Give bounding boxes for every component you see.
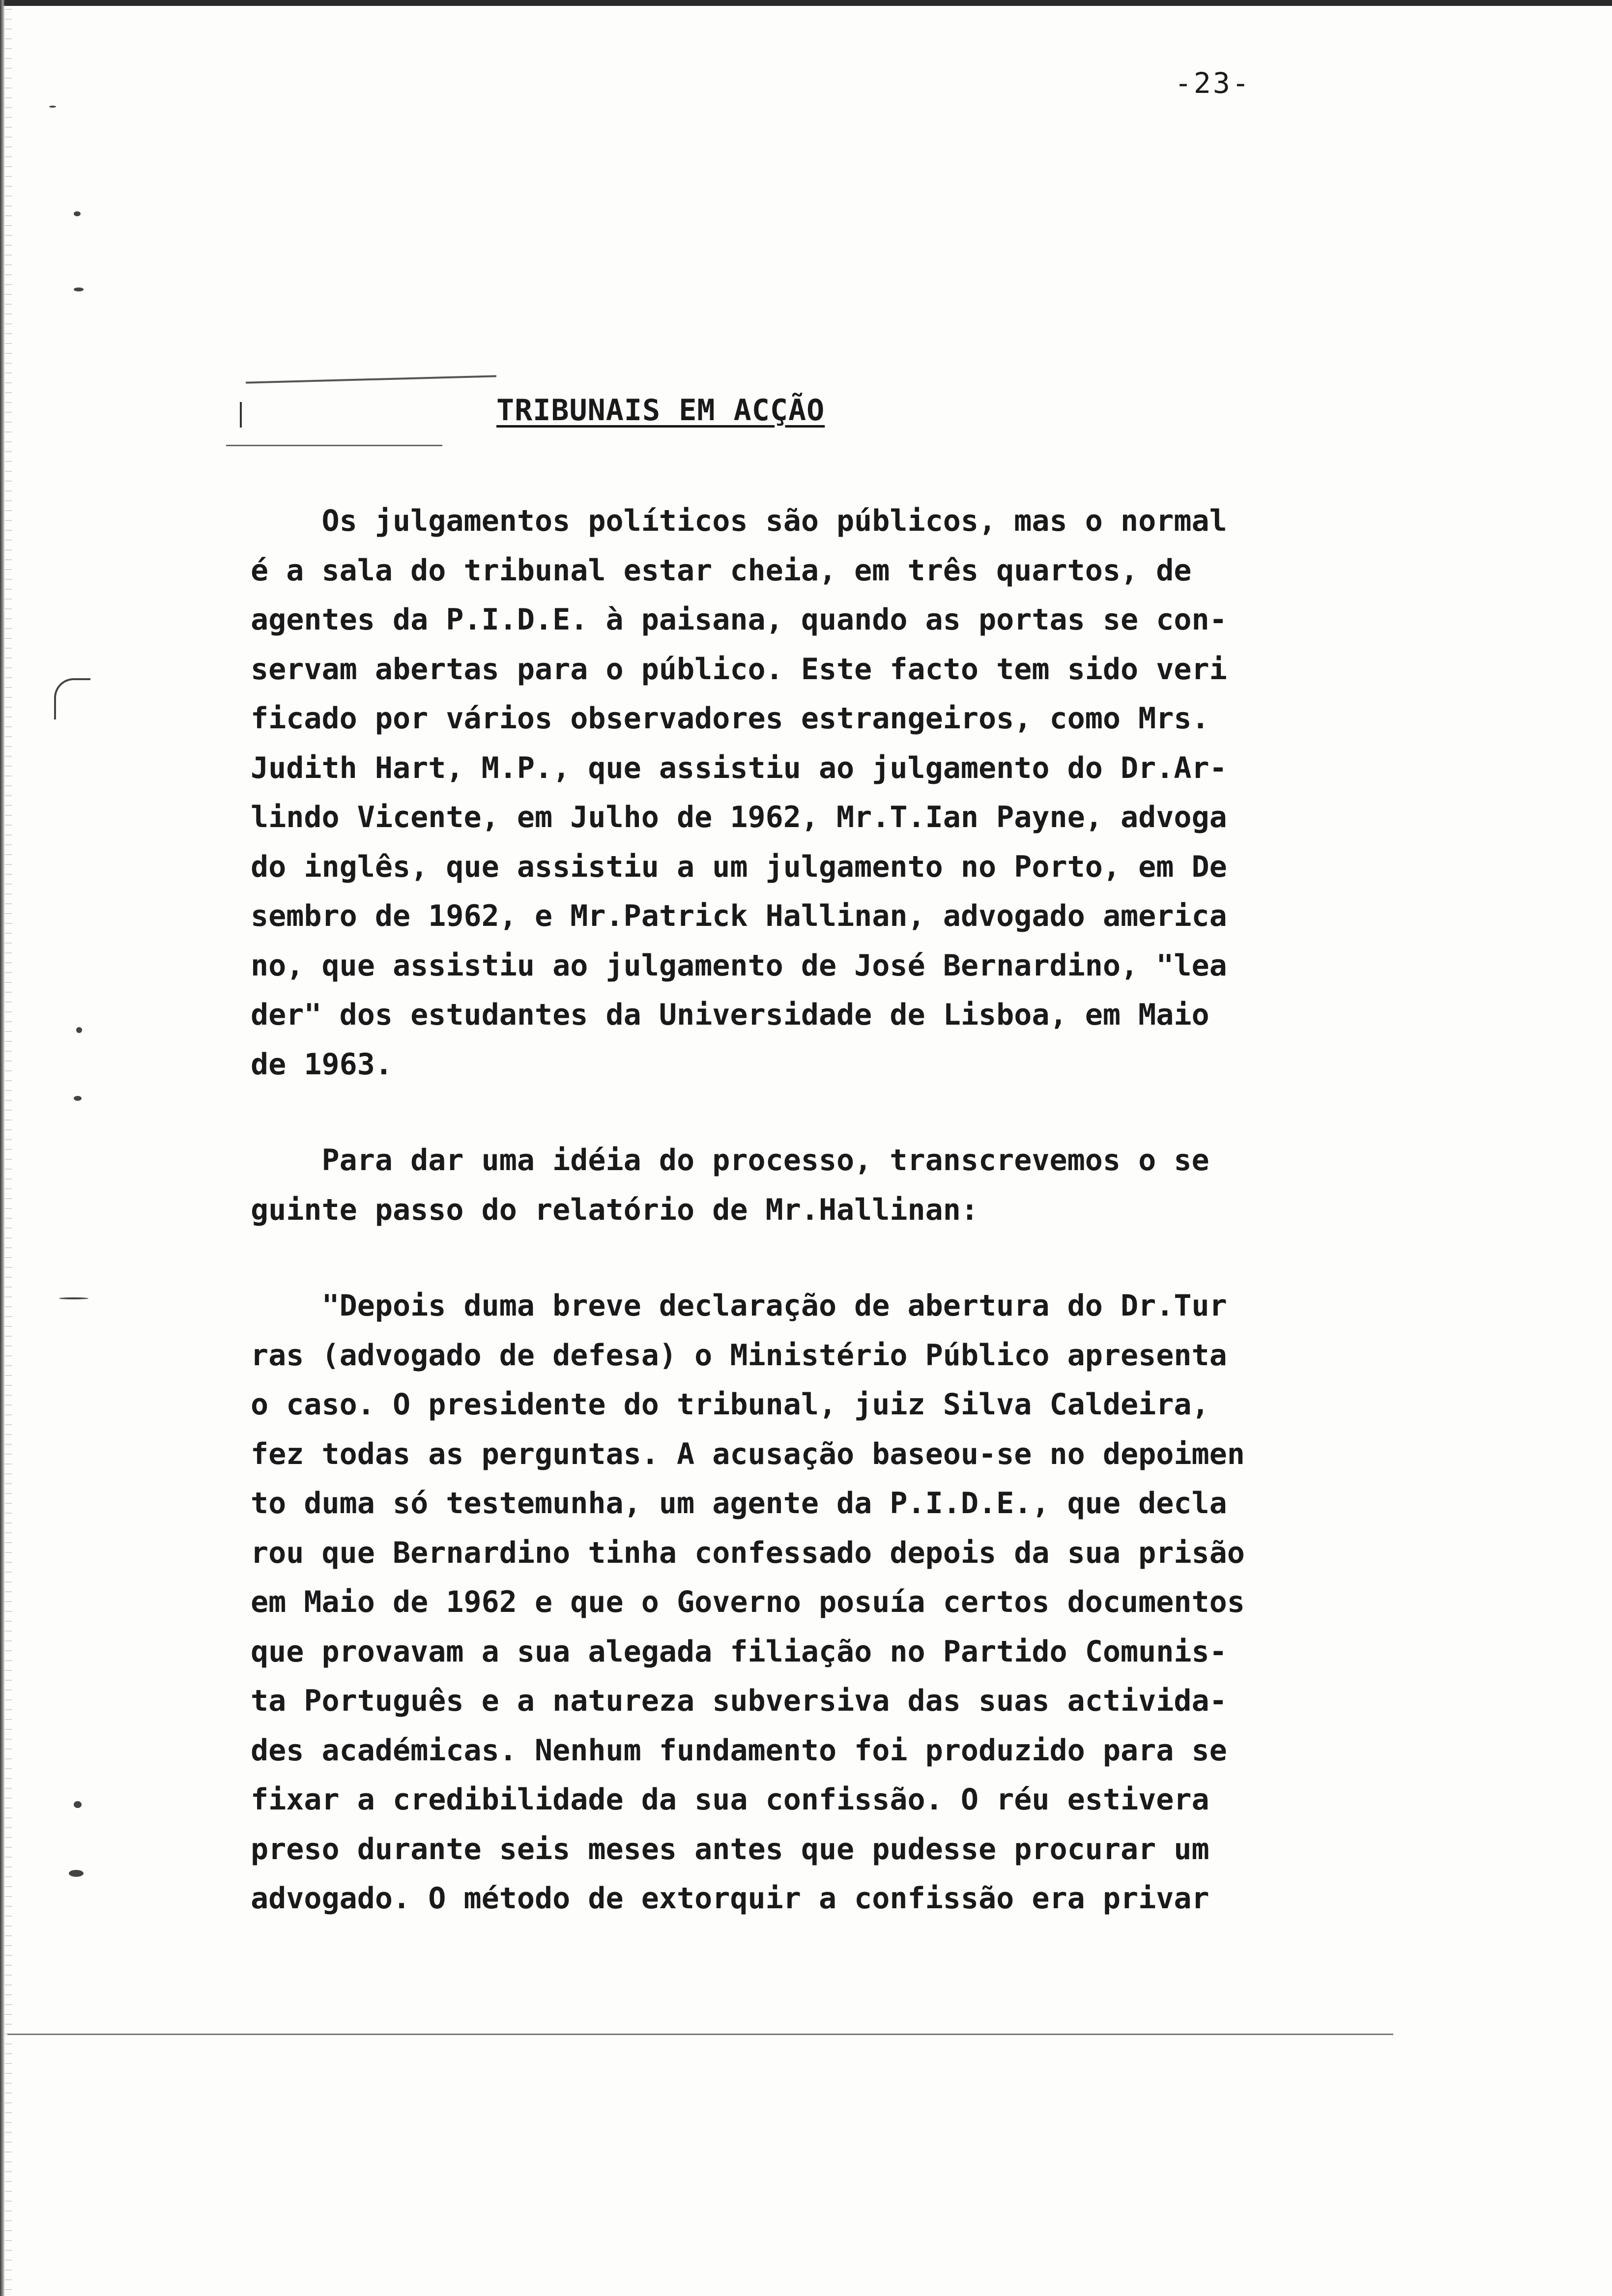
scan-edge-left [0,0,5,2296]
scan-edge-perforation [5,0,12,2296]
text-line: rou que Bernardino tinha confessado depois da sua prisão [251,1535,1245,1570]
text-line: des académicas. Nenhum fundamento foi produzido para se [251,1733,1227,1768]
text-line: preso durante seis meses antes que pudesse procurar um [251,1832,1209,1866]
text-line: do inglês, que assistiu a um julgamento no Porto, em De [251,849,1227,884]
text-line: ficado por vários observadores estrangeiros, como Mrs. [251,701,1209,736]
text-line: fixar a credibilidade da sua confissão. O réu estivera [251,1782,1209,1817]
text-line: guinte passo do relatório de Mr.Hallinan: [251,1192,979,1227]
scan-speck [69,1870,84,1877]
text-line: to duma só testemunha, um agente da P.I.D.E., que decla [251,1486,1227,1521]
scan-speck [74,1096,82,1101]
text-line: Os julgamentos políticos são públicos, mas o normal [251,504,1227,538]
text-line: "Depois duma breve declaração de abertura do Dr.Tur [251,1289,1227,1323]
margin-mark-side [240,402,242,428]
text-line: que provavam a sua alegada filiação no Partido Comunis- [251,1634,1227,1669]
text-line: no, que assistiu ao julgamento de José Bernardino, "lea [251,948,1227,983]
scan-speck [76,1027,82,1033]
scan-mark [54,678,90,719]
scan-speck [49,106,56,108]
text-line: Para dar uma idéia do processo, transcrevemos o se [251,1143,1209,1177]
page-number: -23- [1175,66,1251,100]
scan-speck [74,287,84,291]
text-line: lindo Vicente, em Julho de 1962, Mr.T.Ian Payne, advoga [251,800,1227,834]
text-line: advogado. O método de extorquir a confissão era privar [251,1881,1209,1916]
text-line: agentes da P.I.D.E. à paisana, quando as portas se con- [251,603,1227,637]
scan-speck [74,1801,82,1808]
scan-speck [59,1297,88,1299]
margin-mark-top [246,375,496,383]
text-line: de 1963. [251,1047,393,1082]
text-line: é a sala do tribunal estar cheia, em três quartos, de [251,553,1192,588]
text-line: o caso. O presidente do tribunal, juiz Silva Caldeira, [251,1387,1209,1422]
text-line: fez todas as perguntas. A acusação baseou-se no depoimen [251,1436,1245,1471]
text-line: der" dos estudantes da Universidade de Lisboa, em Maio [251,998,1209,1032]
bottom-rule [7,2034,1393,2035]
paragraph-2 [251,1136,1391,1234]
margin-mark-bottom [226,445,442,446]
text-line: servam abertas para o público. Este facto tem sido veri [251,652,1227,687]
paragraph-3 [251,1281,1391,1923]
paragraph-gap [251,1234,1391,1281]
paragraph-gap [251,1089,1391,1136]
text-line: ras (advogado de defesa) o Ministério Público apresenta [251,1338,1227,1373]
section-title: TRIBUNAIS EM ACÇÃO [496,393,825,428]
body-text [251,496,1391,1923]
scan-speck [74,211,81,216]
text-line: ta Português e a natureza subversiva das suas activida- [251,1684,1227,1718]
text-line: Judith Hart, M.P., que assistiu ao julgamento do Dr.Ar- [251,750,1227,785]
text-line: em Maio de 1962 e que o Governo posuía certos documentos [251,1585,1245,1619]
text-line: sembro de 1962, e Mr.Patrick Hallinan, advogado america [251,899,1227,933]
paragraph-1 [251,496,1391,1089]
scan-edge-top [0,0,1612,6]
